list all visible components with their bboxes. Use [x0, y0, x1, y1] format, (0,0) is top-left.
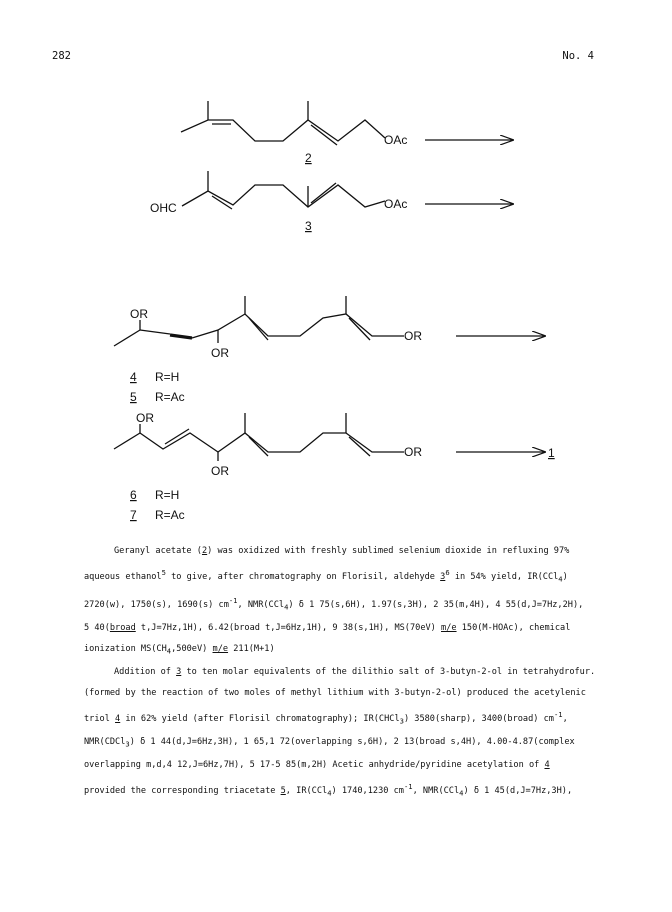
structure-2: [181, 101, 513, 145]
label-7-r: R=Ac: [155, 508, 185, 522]
p2-line-5: overlapping m,d,4 12,J=6Hz,7H), 5 17-5 85(m,2H) Acetic anhydride/pyridine acetylation of 4: [84, 760, 550, 770]
p1-line-4: 5 40(broad t,J=7Hz,1H), 6.42(broad t,J=6Hz,1H), 9 38(s,1H), MS(70eV) m/e 150(M-HOAc), chemical: [84, 622, 571, 633]
p2-line-4: NMR(CDCl$_3$) δ 1 44(d,J=6Hz,3H), 1 65,1 72(overlapping s,6H), 2 13(broad s,4H), 4.00-4.87(complex: [84, 737, 575, 749]
structure-3: [182, 171, 513, 209]
journal-issue: No. 4: [562, 50, 594, 62]
structure-4-top-or: OR: [130, 307, 148, 321]
structure-4-bottom-or: OR: [211, 346, 229, 360]
label-7-number: 7: [130, 508, 137, 522]
structure-6-7: [114, 413, 545, 461]
structure-3-oac: OAc: [384, 197, 408, 211]
paragraph-1: [84, 541, 644, 662]
structure-6-right-or: OR: [404, 445, 422, 459]
structure-2-number: 2: [305, 151, 312, 165]
p2-line-2: (formed by the reaction of two moles of methyl lithium with 3-butyn-2-ol) produced the acetylenic: [84, 688, 586, 699]
p1-line-2: aqueous ethanol$^5$ to give, after chromatography on Florisil, aldehyde $3^6$ in 54% yield, IR(CCl$_4$): [84, 568, 568, 584]
label-5-number: 5: [130, 390, 137, 404]
structure-6-bottom-or: OR: [211, 464, 229, 478]
p1-line-1: Geranyl acetate (2) was oxidized with freshly sublimed selenium dioxide in refluxing 97%: [114, 546, 570, 556]
p2-line-1: Addition of 3 to ten molar equivalents of the dilithio salt of 3-butyn-2-ol in tetrahydrofur.: [114, 666, 596, 677]
arrow-target-1: 1: [548, 446, 555, 460]
structure-4-right-or: OR: [404, 329, 422, 343]
structure-3-cho: OHC: [150, 201, 177, 215]
body-text: [84, 541, 644, 804]
p1-line-5: ionization $MS(CH_4,500eV)$ m/e 211(M+1): [84, 643, 275, 656]
label-6-number: 6: [130, 488, 137, 502]
label-5-r: R=Ac: [155, 390, 185, 404]
structure-4-5: [114, 296, 545, 346]
structure-6-top-or: OR: [136, 411, 154, 425]
label-4-number: 4: [130, 370, 137, 384]
p2-line-6: provided the corresponding triacetate 5, IR(CCl$_4$) 1740,1230 $cm^{-1}$, NMR(CCl$_4$) δ 1 45(d,J=7Hz,3H),: [84, 782, 573, 798]
page-number: 282: [52, 50, 71, 62]
label-4-r: R=H: [155, 370, 180, 384]
paragraph-2: [84, 662, 644, 804]
p1-line-3: 2720(w), 1750(s), 1690(s) $cm^{-1}$, NMR(CCl$_4$) δ 1 75(s,6H), 1.97(s,3H), 2 35(m,4H), 4 55(d,J=7Hz,2H),: [84, 595, 584, 612]
structure-2-oac: OAc: [384, 133, 408, 147]
p2-line-3: triol 4 in 62% yield (after Florisil chromatography); IR(CHCl$_3$) 3580(sharp), 3400(broad) $cm^{-1}$,: [84, 710, 568, 726]
label-6-r: R=H: [155, 488, 180, 502]
structure-3-number: 3: [305, 219, 312, 233]
